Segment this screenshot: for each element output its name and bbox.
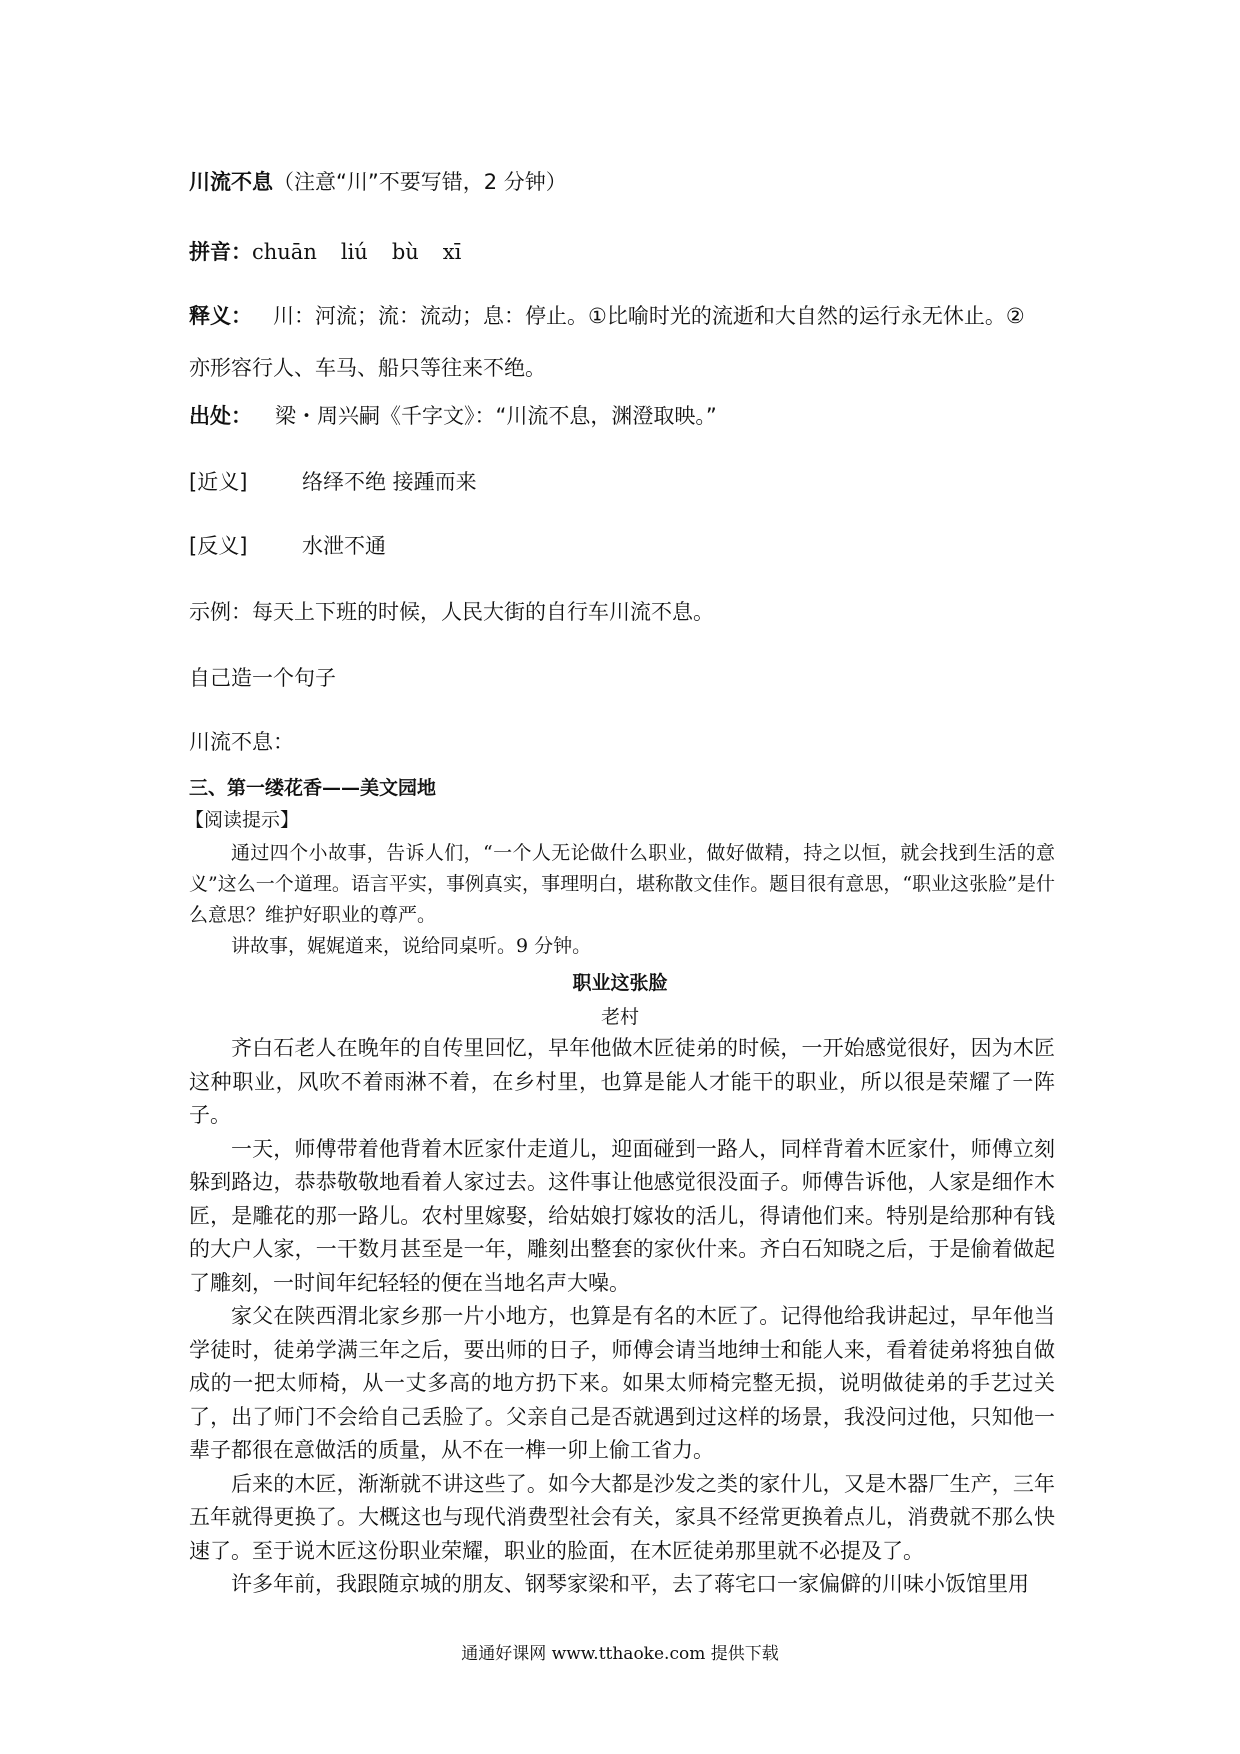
example-row: [189, 596, 714, 626]
idiom-title: 川流不息: [189, 170, 273, 194]
hint-heading: 【阅读提示】: [185, 809, 300, 831]
meaning-line-1: 川：河流；流：流动；息：停止。①比喻时光的流逝和大自然的运行永无休止。②: [273, 304, 1025, 328]
meaning-line-2: 亦形容行人、车马、船只等往来不绝。: [189, 356, 546, 380]
antonym-label: [反义]: [189, 534, 248, 558]
story-paragraph: 许多年前，我跟随京城的朋友、钢琴家梁和平，去了蒋宅口一家偏僻的川味小饭馆里用: [231, 1572, 1029, 1596]
pinyin-syllable: liú: [340, 240, 368, 264]
story-paragraph: 后来的木匠，渐渐就不讲这些了。如今大都是沙发之类的家什儿，又是木器厂生产，三年五年就得更换了。大概这也与现代消费型社会有关，家具不经常更换着点儿，消费就不那么快速了。至于说木匠这份职业荣耀，职业的脸面，在木匠徒弟那里就不必提及了。: [189, 1471, 1055, 1563]
source-text: 梁・周兴嗣《千字文》：“川流不息，渊澄取映。”: [275, 404, 717, 428]
synonym-row: [189, 466, 477, 496]
make-sentence-heading: 自己造一个句子: [189, 666, 336, 690]
hint-paragraph-2: 讲故事，娓娓道来，说给同桌听。9 分钟。: [231, 935, 592, 957]
idiom-heading: [189, 166, 567, 196]
synonym-label: [近义]: [189, 470, 248, 494]
meaning-row: [189, 300, 1025, 330]
story-paragraph: 家父在陕西渭北家乡那一片小地方，也算是有名的木匠了。记得他给我讲起过，早年他当学徒时，徒弟学满三年之后，要出师的日子，师傅会请当地绅士和能人来，看着徒弟将独自做成的一把太师椅，从一丈多高的地方扔下来。如果太师椅完整无损，说明做徒弟的手艺过关了，出了师门不会给自己丢脸了。父亲自己是否就遇到过这样的场景，我没问过他，只知他一辈子都很在意做活的质量，从不在一榫一卯上偷工省力。: [189, 1304, 1055, 1462]
idiom-note: （注意“川”不要写错，2 分钟）: [273, 170, 567, 194]
pinyin-row: [189, 236, 485, 266]
hint-paragraph-1: 通过四个小故事，告诉人们，“一个人无论做什么职业，做好做精，持之以恒，就会找到生活的意义”这么一个道理。语言平实，事例真实，事理明白，堪称散文佳作。题目很有意思，“职业这张脸”是什么意思？维护好职业的尊严。: [189, 842, 1055, 926]
antonym-text: 水泄不通: [302, 534, 386, 558]
story-paragraph: 齐白石老人在晚年的自传里回忆，早年他做木匠徒弟的时候，一开始感觉很好，因为木匠这种职业，风吹不着雨淋不着，在乡村里，也算是能人才能干的职业，所以很是荣耀了一阵子。: [189, 1036, 1055, 1127]
story-title: 职业这张脸: [572, 972, 668, 994]
story-author: 老村: [600, 1006, 639, 1028]
source-row: [189, 400, 717, 430]
source-label: 出处：: [189, 404, 252, 428]
pinyin-syllable: chuān: [252, 240, 317, 264]
pinyin-syllable: xī: [442, 240, 462, 264]
antonym-row: [189, 530, 386, 560]
story-paragraph: 一天，师傅带着他背着木匠家什走道儿，迎面碰到一路人，同样背着木匠家什，师傅立刻躲到路边，恭恭敬敬地看着人家过去。这件事让他感觉很没面子。师傅告诉他，人家是细作木匠，是雕花的那一路儿。农村里嫁娶，给姑娘打嫁妆的活儿，得请他们来。特别是给那种有钱的大户人家，一干数月甚至是一年，雕刻出整套的家伙什来。齐白石知晓之后，于是偷着做起了雕刻，一时间年纪轻轻的便在当地名声大噪。: [189, 1136, 1055, 1295]
sentence-prompt: 川流不息：: [189, 730, 294, 754]
pinyin-value: [252, 240, 485, 264]
pinyin-label: 拼音：: [189, 240, 252, 264]
example-label: 示例：: [189, 600, 252, 624]
example-text: 每天上下班的时候，人民大街的自行车川流不息。: [252, 600, 714, 624]
meaning-label: 释义：: [189, 304, 252, 328]
page-footer: 通通好课网 www.tthaoke.com 提供下载: [461, 1644, 779, 1664]
pinyin-syllable: bù: [391, 240, 419, 264]
story-body: [189, 1032, 1055, 1602]
synonym-text: 络绎不绝 接踵而来: [302, 470, 477, 494]
section-heading: 三、第一缕花香——美文园地: [189, 777, 437, 799]
